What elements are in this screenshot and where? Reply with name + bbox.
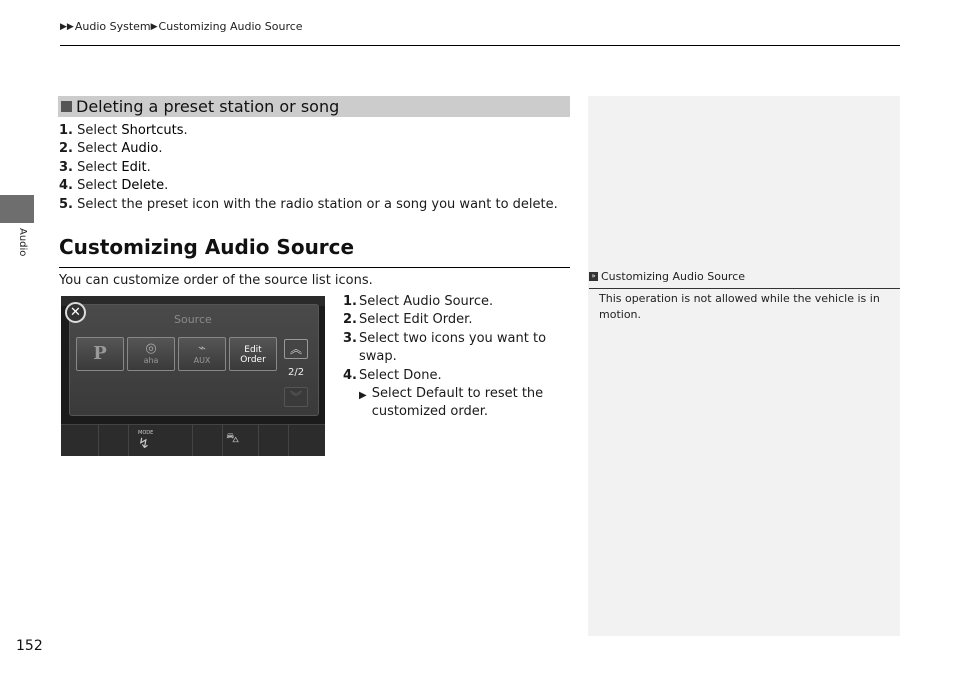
page-up-icon[interactable]: ︽ — [284, 339, 308, 359]
aux-label: AUX — [193, 356, 211, 365]
aha-label: aha — [143, 356, 159, 365]
step-number: 2. — [59, 141, 73, 157]
page-number: 152 — [16, 638, 43, 654]
step-text: Select — [77, 178, 122, 194]
step-text: to reset the customized order. — [371, 386, 544, 420]
bottom-segment[interactable] — [61, 425, 99, 456]
step-number: 5. — [59, 196, 73, 212]
step-key: Default — [415, 386, 464, 402]
order-label: Order — [240, 355, 266, 365]
edit-order-button[interactable] — [229, 337, 277, 371]
note-divider — [589, 288, 900, 289]
step-number: 4. — [59, 178, 73, 194]
step-text: . — [164, 178, 169, 194]
step-number: 3. — [59, 159, 73, 175]
list-item — [59, 159, 558, 177]
list-item — [59, 196, 558, 214]
step-text: . — [146, 159, 151, 175]
mode-icon: MODE ↯ — [138, 430, 154, 452]
page-down-icon[interactable]: ︾ — [284, 387, 308, 407]
car-icon: ⛍ — [226, 431, 240, 446]
step-number: 1. — [59, 123, 73, 138]
step-text: Select — [77, 123, 122, 138]
source-screen-illustration — [61, 296, 325, 456]
list-item — [59, 140, 558, 158]
step-text: . — [437, 367, 442, 383]
step-key: Edit Order — [403, 312, 469, 328]
step-text: . — [183, 123, 188, 138]
step-text: Select — [359, 294, 404, 309]
delete-steps-list — [59, 122, 558, 214]
step-number: 4. — [343, 367, 357, 383]
aux-plug-icon: ⌁ — [198, 341, 206, 356]
step-number: 2. — [343, 312, 357, 328]
sub-step — [343, 385, 568, 422]
step-key: Shortcuts — [121, 123, 184, 138]
breadcrumb-arrow-icon: ▶▶ — [60, 21, 74, 32]
step-text: . — [468, 312, 473, 328]
bottom-segment[interactable] — [193, 425, 223, 456]
breadcrumb-arrow-icon: ▶ — [150, 21, 158, 32]
step-text: . — [488, 294, 494, 309]
intro-text: You can customize order of the source list icons. — [59, 273, 373, 288]
pandora-icon: P — [93, 343, 107, 364]
step-text: Select — [359, 367, 404, 383]
bottom-segment[interactable] — [259, 425, 289, 456]
source-title: Source — [174, 313, 212, 326]
section-heading-deleting — [58, 96, 570, 117]
source-tile-aux[interactable] — [178, 337, 226, 371]
screen-bottom-bar — [61, 424, 325, 456]
step-number: 3. — [343, 330, 357, 346]
page-indicator: 2/2 — [288, 367, 305, 378]
step-number: 1. — [343, 294, 357, 309]
chapter-tab — [0, 195, 34, 223]
header-divider — [60, 45, 900, 46]
breadcrumb — [60, 20, 303, 33]
step-key: Delete — [121, 178, 165, 194]
step-key: Audio — [121, 141, 159, 157]
close-icon[interactable]: ✕ — [65, 302, 86, 323]
list-item — [343, 330, 568, 367]
step-key: Done — [403, 367, 438, 383]
step-text: . — [158, 141, 163, 157]
step-text: Select — [371, 386, 416, 402]
page-title: Customizing Audio Source — [59, 235, 355, 259]
step-text: Select the preset icon with the radio station or a song you want to delete. — [77, 196, 558, 212]
step-key: Audio Source — [403, 294, 489, 309]
breadcrumb-current: Customizing Audio Source — [158, 20, 303, 33]
step-text: Select two icons you want to swap. — [359, 330, 547, 365]
aha-icon: ◎ — [145, 341, 157, 356]
section-heading-text: Deleting a preset station or song — [76, 97, 340, 116]
triangle-arrow-icon: ▶ — [359, 390, 367, 402]
note-title-text: Customizing Audio Source — [601, 270, 746, 283]
note-body: This operation is not allowed while the vehicle is in motion. — [599, 292, 880, 321]
title-divider — [59, 267, 570, 268]
step-text: Select — [359, 312, 404, 328]
step-key: Edit — [121, 159, 147, 175]
list-item — [59, 122, 558, 140]
list-item — [343, 367, 568, 385]
edit-label: Edit — [244, 345, 262, 355]
chapter-label: Audio — [17, 228, 28, 257]
square-bullet-icon — [61, 101, 72, 112]
customize-steps-list — [343, 293, 568, 422]
mode-label: MODE — [138, 430, 154, 436]
note-title — [589, 270, 745, 283]
sidebar-panel — [588, 96, 900, 636]
bottom-segment[interactable] — [99, 425, 129, 456]
step-text: Select — [77, 159, 122, 175]
source-tile-pandora[interactable] — [76, 337, 124, 371]
breadcrumb-audio-system[interactable]: Audio System — [74, 20, 151, 33]
list-item — [343, 311, 568, 329]
list-item — [343, 293, 568, 311]
step-text: Select — [77, 141, 122, 157]
list-item — [59, 177, 558, 195]
note-marker-icon: » — [589, 272, 598, 281]
source-tile-aha[interactable] — [127, 337, 175, 371]
